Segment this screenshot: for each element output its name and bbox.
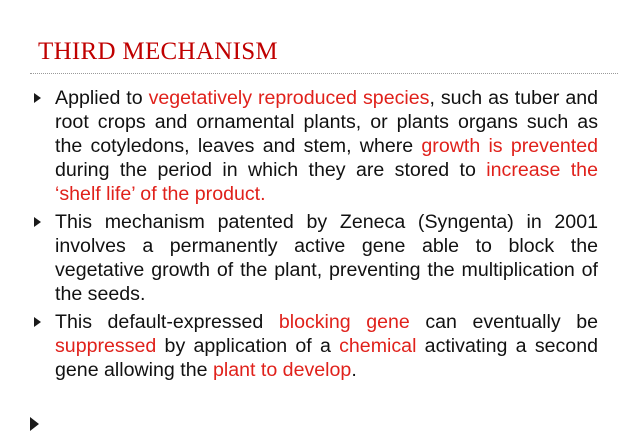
bullet-text-segment: , such as tuber and root crops and ornamental plants, or plants organs such as the cotyledons, leaves and stem, where xyxy=(55,87,599,157)
bullet-item-2 xyxy=(0,210,638,306)
highlighted-text: chemical xyxy=(339,335,417,357)
bullet-triangle-icon xyxy=(34,93,41,103)
highlighted-text: growth is prevented xyxy=(421,135,598,157)
bullet-text-segment: Applied to xyxy=(55,87,149,109)
bullet-item-1 xyxy=(0,86,638,206)
highlighted-text: blocking gene xyxy=(278,311,410,333)
next-slide-arrow-icon[interactable] xyxy=(30,417,39,431)
highlighted-text: suppressed xyxy=(55,335,157,357)
bullet-text-segment: can eventually be xyxy=(409,311,598,333)
bullet-text-segment: This default-expressed xyxy=(55,311,279,333)
bullet-item-3 xyxy=(0,310,638,382)
highlighted-text: plant to develop xyxy=(212,359,352,381)
slide-title: THIRD MECHANISM xyxy=(38,38,278,65)
bullet-text-segment: during the period in which they are stored to xyxy=(55,159,487,181)
bullet-text-segment: . xyxy=(351,359,357,381)
highlighted-text: vegetatively reproduced species xyxy=(148,87,430,109)
bullet-triangle-icon xyxy=(34,317,41,327)
bullet-text-segment: This mechanism patented by Zeneca (Syngenta) in 2001 involves a permanently active gene able to block the vegetative growth of the plant, preventing the multiplication of the seeds. xyxy=(55,211,598,305)
bullet-text-segment: by application of a xyxy=(156,335,340,357)
highlighted-text: increase the ‘shelf life’ of the product. xyxy=(55,159,598,205)
title-divider xyxy=(30,73,618,74)
bullet-text-segment: activating a second gene allowing the xyxy=(55,335,598,381)
bullet-triangle-icon xyxy=(34,217,41,227)
bullet-list xyxy=(0,86,638,386)
